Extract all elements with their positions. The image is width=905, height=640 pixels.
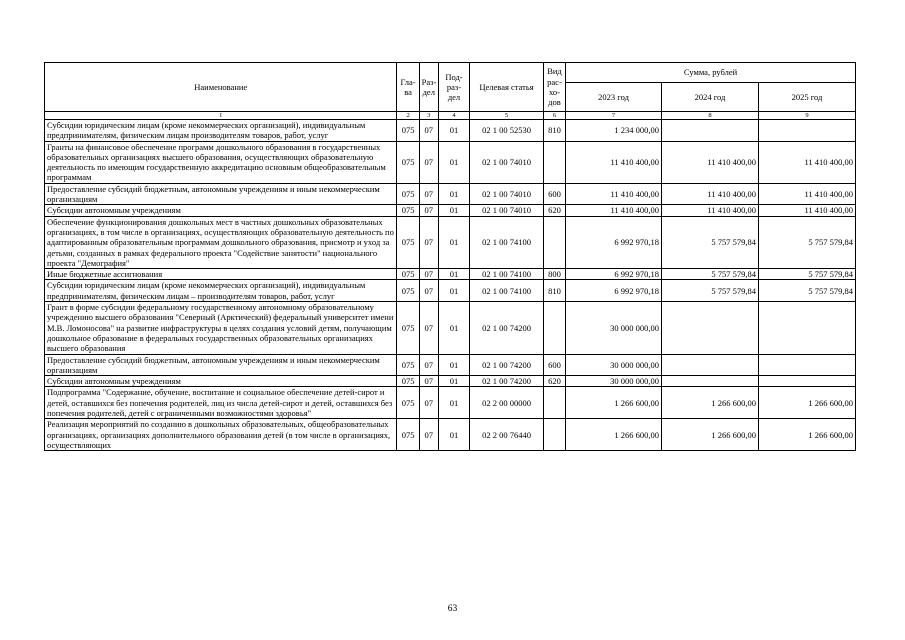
row-target: 02 1 00 74100 bbox=[470, 280, 544, 302]
row-razdel: 07 bbox=[419, 302, 438, 354]
table-row bbox=[45, 302, 856, 354]
row-vid: 620 bbox=[543, 205, 565, 216]
row-sum-2023: 30 000 000,00 bbox=[566, 376, 662, 387]
table-row bbox=[45, 269, 856, 280]
row-vid bbox=[543, 387, 565, 419]
row-vid: 800 bbox=[543, 269, 565, 280]
row-razdel: 07 bbox=[419, 216, 438, 268]
row-razdel: 07 bbox=[419, 120, 438, 142]
row-target: 02 1 00 74100 bbox=[470, 216, 544, 268]
row-sum-2023: 30 000 000,00 bbox=[566, 354, 662, 376]
row-sum-2024 bbox=[662, 302, 759, 354]
row-glava: 075 bbox=[397, 120, 419, 142]
row-sum-2025 bbox=[758, 354, 855, 376]
header-sum: Сумма, рублей bbox=[566, 63, 856, 83]
table-row bbox=[45, 280, 856, 302]
table-row bbox=[45, 205, 856, 216]
row-vid bbox=[543, 302, 565, 354]
row-glava: 075 bbox=[397, 354, 419, 376]
header-name: Наименование bbox=[45, 63, 397, 112]
row-sum-2023: 11 410 400,00 bbox=[566, 141, 662, 183]
row-sum-2025: 5 757 579,84 bbox=[758, 216, 855, 268]
row-name: Субсидии автономным учреждениям bbox=[45, 376, 397, 387]
header-razdel: Раз-дел bbox=[419, 63, 438, 112]
row-glava: 075 bbox=[397, 302, 419, 354]
header-2023: 2023 год bbox=[566, 83, 662, 112]
row-sum-2025: 11 410 400,00 bbox=[758, 141, 855, 183]
row-sum-2023: 11 410 400,00 bbox=[566, 205, 662, 216]
row-sum-2023: 30 000 000,00 bbox=[566, 302, 662, 354]
row-target: 02 2 00 76440 bbox=[470, 419, 544, 451]
row-sum-2024 bbox=[662, 354, 759, 376]
row-vid: 810 bbox=[543, 120, 565, 142]
row-sum-2024: 1 266 600,00 bbox=[662, 419, 759, 451]
row-glava: 075 bbox=[397, 205, 419, 216]
row-sum-2024: 5 757 579,84 bbox=[662, 269, 759, 280]
table-row bbox=[45, 419, 856, 451]
table-row bbox=[45, 183, 856, 205]
row-name: Субсидии юридическим лицам (кроме некоммерческих организаций), индивидуальным предпринимателям, физическим лицам производителям товаров, работ, услуг bbox=[45, 120, 397, 142]
column-numbers-row bbox=[45, 112, 856, 120]
table-row bbox=[45, 354, 856, 376]
row-sum-2024 bbox=[662, 120, 759, 142]
row-razdel: 07 bbox=[419, 419, 438, 451]
row-glava: 075 bbox=[397, 387, 419, 419]
row-razdel: 07 bbox=[419, 269, 438, 280]
budget-table bbox=[44, 62, 856, 451]
header-podrazdel: Под-раз-дел bbox=[438, 63, 469, 112]
row-podrazdel: 01 bbox=[438, 141, 469, 183]
row-target: 02 1 00 74200 bbox=[470, 302, 544, 354]
col-number: 1 bbox=[45, 112, 397, 120]
row-glava: 075 bbox=[397, 280, 419, 302]
row-sum-2025: 11 410 400,00 bbox=[758, 183, 855, 205]
row-podrazdel: 01 bbox=[438, 387, 469, 419]
row-sum-2025: 1 266 600,00 bbox=[758, 419, 855, 451]
row-podrazdel: 01 bbox=[438, 302, 469, 354]
row-razdel: 07 bbox=[419, 387, 438, 419]
row-razdel: 07 bbox=[419, 376, 438, 387]
row-name: Предоставление субсидий бюджетным, автономным учреждениям и иным некоммерческим организациям bbox=[45, 354, 397, 376]
row-name: Подпрограмма "Содержание, обучение, воспитание и социальное обеспечение детей-сирот и детей, оставшихся без попечения родителей, лиц из числа детей-сирот и детей, оставшихся без попечения родителей, детей с ограниченными возможностями здоровья" bbox=[45, 387, 397, 419]
row-glava: 075 bbox=[397, 376, 419, 387]
row-sum-2025: 1 266 600,00 bbox=[758, 387, 855, 419]
row-sum-2023: 6 992 970,18 bbox=[566, 280, 662, 302]
row-name: Гранты на финансовое обеспечение программ дошкольного образования в государственных образовательных организациях высшего образования, осуществляющих образовательную деятельность по имеющим государственную аккредитацию основным общеобразовательным программам bbox=[45, 141, 397, 183]
row-sum-2023: 6 992 970,18 bbox=[566, 216, 662, 268]
row-sum-2023: 11 410 400,00 bbox=[566, 183, 662, 205]
row-sum-2023: 1 266 600,00 bbox=[566, 387, 662, 419]
row-vid: 810 bbox=[543, 280, 565, 302]
row-sum-2023: 1 234 000,00 bbox=[566, 120, 662, 142]
row-podrazdel: 01 bbox=[438, 419, 469, 451]
table-row bbox=[45, 376, 856, 387]
col-number: 4 bbox=[438, 112, 469, 120]
row-sum-2025: 5 757 579,84 bbox=[758, 280, 855, 302]
header-target: Целевая статья bbox=[470, 63, 544, 112]
row-vid: 600 bbox=[543, 354, 565, 376]
row-sum-2025: 11 410 400,00 bbox=[758, 205, 855, 216]
row-glava: 075 bbox=[397, 216, 419, 268]
row-name: Предоставление субсидий бюджетным, автономным учреждениям и иным некоммерческим организациям bbox=[45, 183, 397, 205]
row-sum-2023: 1 266 600,00 bbox=[566, 419, 662, 451]
table-header bbox=[45, 63, 856, 120]
row-target: 02 2 00 00000 bbox=[470, 387, 544, 419]
header-vid: Вид рас-хо-дов bbox=[543, 63, 565, 112]
row-sum-2024: 11 410 400,00 bbox=[662, 205, 759, 216]
row-podrazdel: 01 bbox=[438, 183, 469, 205]
row-glava: 075 bbox=[397, 183, 419, 205]
row-vid: 600 bbox=[543, 183, 565, 205]
row-razdel: 07 bbox=[419, 183, 438, 205]
page-number: 63 bbox=[447, 604, 458, 614]
row-razdel: 07 bbox=[419, 280, 438, 302]
row-sum-2024: 11 410 400,00 bbox=[662, 141, 759, 183]
row-glava: 075 bbox=[397, 269, 419, 280]
row-sum-2025 bbox=[758, 302, 855, 354]
row-name: Реализация мероприятий по созданию в дошкольных образовательных, общеобразовательных организациях, организациях дополнительного образования детей (в том числе в организациях, осуществляющих bbox=[45, 419, 397, 451]
row-sum-2023: 6 992 970,18 bbox=[566, 269, 662, 280]
row-sum-2024 bbox=[662, 376, 759, 387]
row-target: 02 1 00 74010 bbox=[470, 183, 544, 205]
col-number: 7 bbox=[566, 112, 662, 120]
row-sum-2025 bbox=[758, 376, 855, 387]
row-podrazdel: 01 bbox=[438, 120, 469, 142]
row-target: 02 1 00 74010 bbox=[470, 141, 544, 183]
row-vid bbox=[543, 141, 565, 183]
col-number: 3 bbox=[419, 112, 438, 120]
row-glava: 075 bbox=[397, 141, 419, 183]
col-number: 6 bbox=[543, 112, 565, 120]
row-sum-2024: 11 410 400,00 bbox=[662, 183, 759, 205]
row-sum-2025 bbox=[758, 120, 855, 142]
row-name: Грант в форме субсидии федеральному государственному автономному образовательному учреждению высшего образования "Северный (Арктический) федеральный университет имени М.В. Ломоносова" на развитие инфраструктуры в целях создания условий детям, получающим дошкольное образование в федеральных государственных образовательных организациях высшего образования bbox=[45, 302, 397, 354]
col-number: 5 bbox=[470, 112, 544, 120]
row-target: 02 1 00 74010 bbox=[470, 205, 544, 216]
row-target: 02 1 00 74200 bbox=[470, 376, 544, 387]
row-name: Обеспечение функционирования дошкольных мест в частных дошкольных образовательных организациях, в том числе в организациях, осуществляющих образовательную деятельность по адаптированным образовательным программам дошкольного образования, присмотр и уход за детьми, созданных в рамках федерального проекта "Содействие занятости" национального проекта "Демография" bbox=[45, 216, 397, 268]
row-podrazdel: 01 bbox=[438, 376, 469, 387]
row-vid bbox=[543, 216, 565, 268]
table-row bbox=[45, 387, 856, 419]
table-row bbox=[45, 120, 856, 142]
row-sum-2025: 5 757 579,84 bbox=[758, 269, 855, 280]
row-sum-2024: 5 757 579,84 bbox=[662, 280, 759, 302]
header-2024: 2024 год bbox=[662, 83, 759, 112]
row-target: 02 1 00 74200 bbox=[470, 354, 544, 376]
col-number: 8 bbox=[662, 112, 759, 120]
row-podrazdel: 01 bbox=[438, 354, 469, 376]
row-name: Иные бюджетные ассигнования bbox=[45, 269, 397, 280]
row-name: Субсидии автономным учреждениям bbox=[45, 205, 397, 216]
table-row bbox=[45, 141, 856, 183]
row-razdel: 07 bbox=[419, 141, 438, 183]
row-razdel: 07 bbox=[419, 205, 438, 216]
row-sum-2024: 1 266 600,00 bbox=[662, 387, 759, 419]
header-2025: 2025 год bbox=[758, 83, 855, 112]
row-podrazdel: 01 bbox=[438, 216, 469, 268]
row-glava: 075 bbox=[397, 419, 419, 451]
table-row bbox=[45, 216, 856, 268]
row-podrazdel: 01 bbox=[438, 269, 469, 280]
table-body bbox=[45, 120, 856, 451]
row-podrazdel: 01 bbox=[438, 280, 469, 302]
row-vid: 620 bbox=[543, 376, 565, 387]
row-sum-2024: 5 757 579,84 bbox=[662, 216, 759, 268]
header-glava: Гла-ва bbox=[397, 63, 419, 112]
row-podrazdel: 01 bbox=[438, 205, 469, 216]
row-razdel: 07 bbox=[419, 354, 438, 376]
row-target: 02 1 00 52530 bbox=[470, 120, 544, 142]
row-vid bbox=[543, 419, 565, 451]
col-number: 9 bbox=[758, 112, 855, 120]
col-number: 2 bbox=[397, 112, 419, 120]
row-target: 02 1 00 74100 bbox=[470, 269, 544, 280]
row-name: Субсидии юридическим лицам (кроме некоммерческих организаций), индивидуальным предпринимателям, физическим лицам – производителям товаров, работ, услуг bbox=[45, 280, 397, 302]
